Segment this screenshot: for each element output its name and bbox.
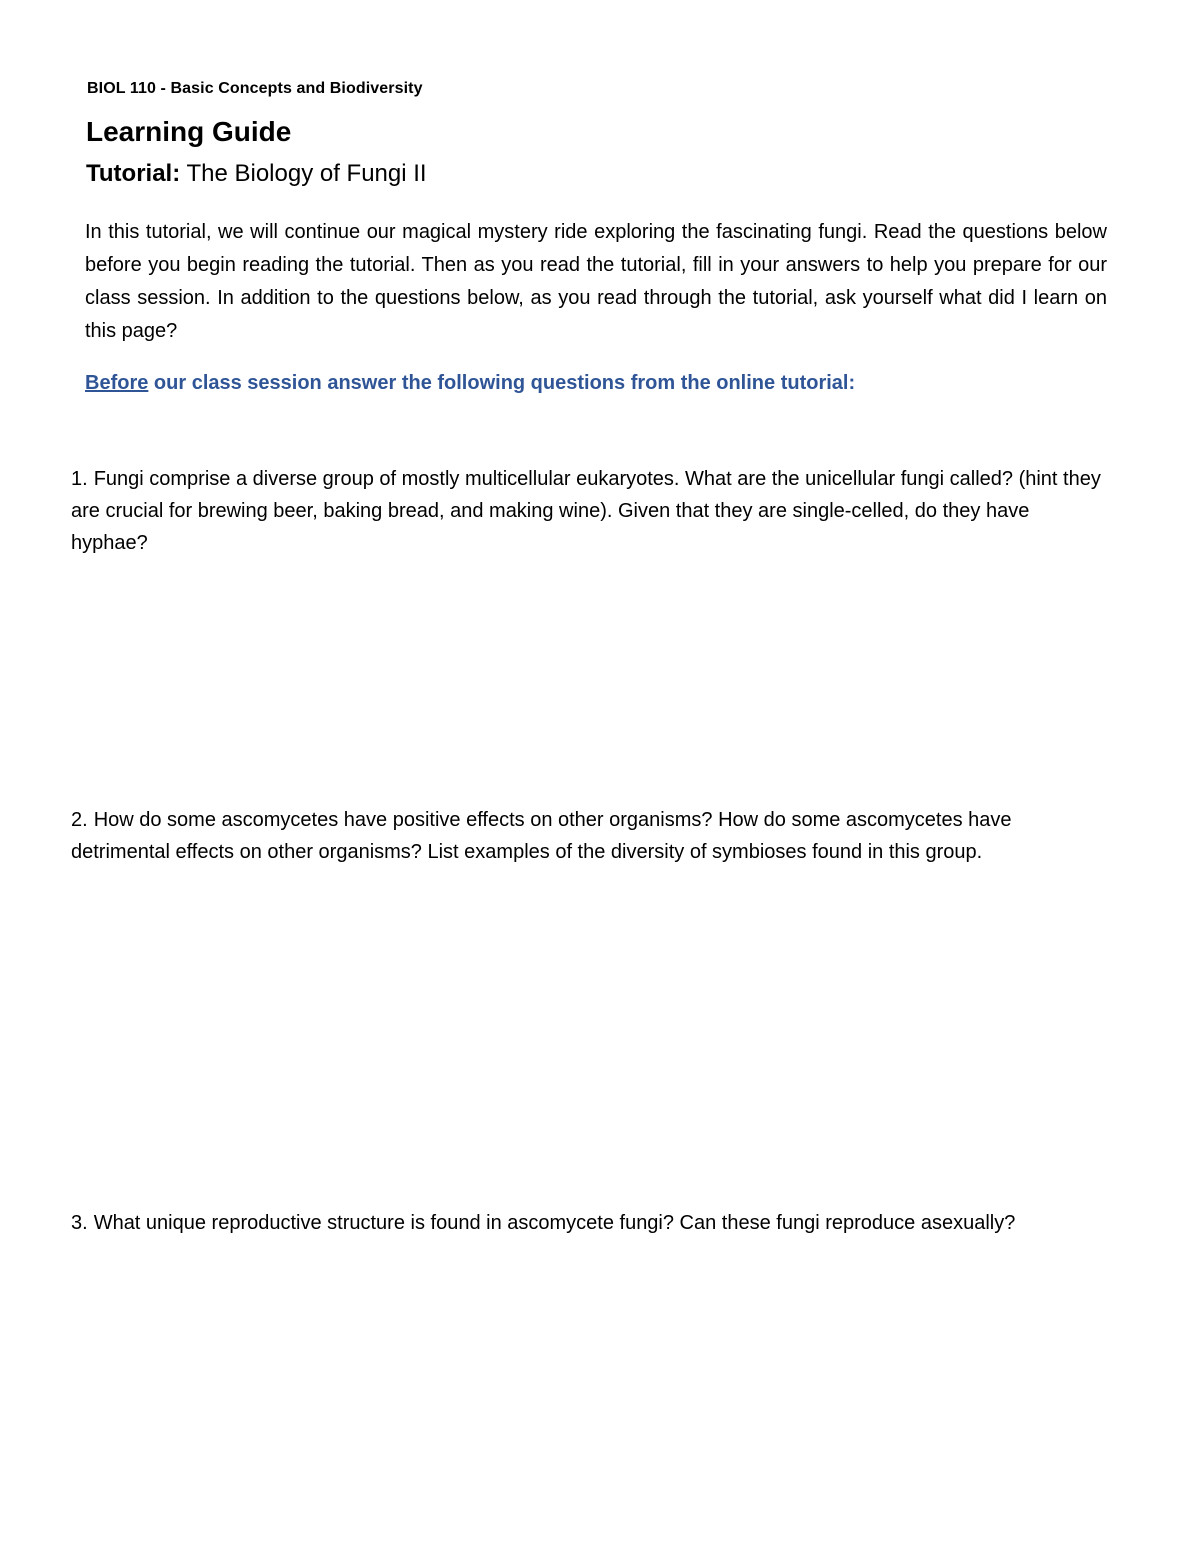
question-text: Fungi comprise a diverse group of mostly multicellular eukaryotes. What are the unicellular fungi called? (hint they are crucial for brewing beer, baking bread, and making wine). Given that they are single-celled, do they have hyphae? — [71, 468, 1101, 554]
subtitle-text: The Biology of Fungi II — [180, 160, 427, 187]
instruction-line — [85, 372, 855, 395]
intro-paragraph: In this tutorial, we will continue our magical mystery ride exploring the fascinating fungi. Read the questions below before you begin reading the tutorial. Then as you read the tutorial, fill in your answers to help you prepare for our class session. In addition to the questions below, as you read through the tutorial, ask yourself what did I learn on this page? — [85, 221, 1107, 342]
question-number: 2. — [71, 809, 88, 831]
instruction-text: our class session answer the following questions from the online tutorial: — [148, 372, 856, 394]
question-text: How do some ascomycetes have positive effects on other organisms? How do some ascomycetes have detrimental effects on other organisms? List examples of the diversity of symbioses found in this group. — [71, 809, 1012, 863]
document-title: Learning Guide — [86, 116, 292, 147]
subtitle-lead: Tutorial: — [86, 160, 181, 187]
instruction-emphasis: Before — [85, 372, 149, 394]
tutorial-subtitle — [86, 160, 427, 188]
question-number: 3. — [71, 1212, 88, 1234]
question-3 — [71, 1207, 1111, 1239]
question-text: What unique reproductive structure is found in ascomycete fungi? Can these fungi reproduce asexually? — [93, 1212, 1016, 1234]
question-number: 1. — [71, 468, 88, 490]
course-header: BIOL 110 - Basic Concepts and Biodiversity — [87, 80, 423, 97]
question-2 — [71, 804, 1111, 868]
question-1 — [71, 463, 1111, 559]
